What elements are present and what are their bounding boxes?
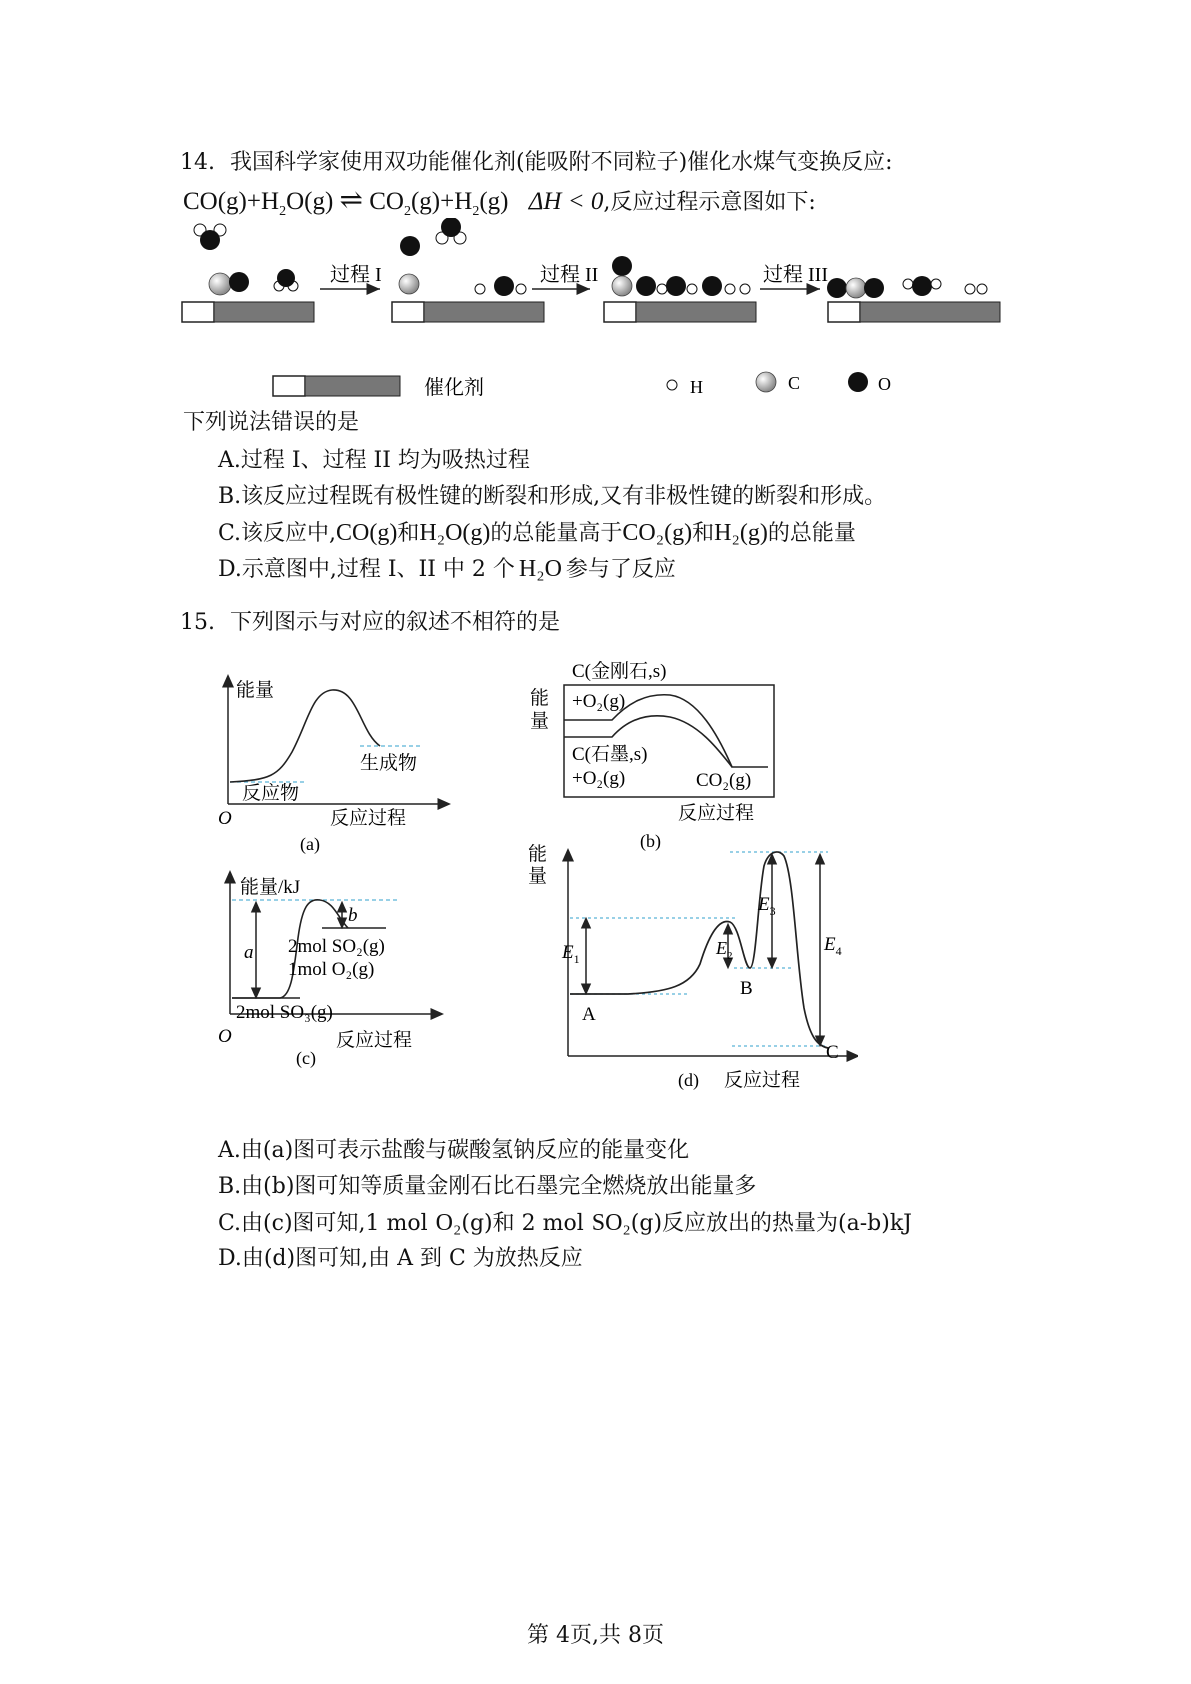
legend-catalyst-label: 催化剂 [424,377,484,399]
eq-h2: H [454,188,473,215]
fig-a-reactant-label: 反应物 [242,783,300,804]
q14-c-mid2: 的总能量高于 [490,521,623,546]
fig-d-point-b: B [740,978,753,999]
q15-c-end: (g)反应放出的热量为(a-b)kJ [630,1211,912,1236]
fig-a-caption: (a) [300,834,320,854]
q14-stem [180,148,893,178]
fig-d-curve [570,852,828,1048]
fig-a-curve [230,690,380,782]
q15-c-mid: (g)和 2 mol [461,1211,584,1236]
legend-o-icon [848,372,868,392]
eq-after: ,反应过程示意图如下: [603,190,816,215]
legend-o-label: O [878,374,891,394]
process1-label: 过程 I [330,264,382,286]
q14-option-a: A.过程 I、过程 II 均为吸热过程 [218,448,530,473]
q14-stem-text: 我国科学家使用双功能催化剂(能吸附不同粒子)催化水煤气变换反应: [230,150,893,175]
fig-d-caption: (d) [678,1070,699,1090]
fig-b-caption: (b) [640,831,661,851]
fig-d-xlabel: 反应过程 [724,1070,801,1091]
fig-d-point-a: A [582,1004,596,1025]
eq-co2-sub: 2 [403,204,411,219]
fig-c-caption: (c) [296,1048,316,1068]
fig-b-top-label: C(金刚石,s) [572,661,667,682]
stage2-molecules [399,218,526,296]
fig-d-e1: $E_1$ [562,942,580,966]
q14-c-end: 的总能量 [767,521,856,546]
fig-c-ylabel: 能量/kJ [240,877,301,898]
q15-option-a: A.由(a)图可表示盐酸与碳酸氢钠反应的能量变化 [218,1138,690,1163]
fig-d-e4: $E_4$ [824,934,842,958]
q14-d-h2o: H₂O [518,556,562,582]
fig-c-a: a [244,942,254,963]
q15-c-o2: O₂ [435,1210,462,1236]
process3-label: 过程 III [763,264,828,286]
q14-d-pre: D.示意图中,过程 I、II 中 2 个 [218,557,515,582]
eq-h2o-tail: O(g) [286,188,334,215]
q15-number: 15. [180,610,215,635]
q15-option-c [218,1208,912,1239]
stage3-molecules [612,256,750,296]
q14-c-mid1: 和 [397,521,420,546]
q15-option-d: D.由(d)图可知,由 A 到 C 为放热反应 [218,1246,583,1271]
q14-c-co: CO(g) [336,520,398,546]
fig-b-ylabel-1: 能 [530,688,550,709]
eq-h2o-sub: 2 [279,204,287,219]
eq-co: CO(g) [183,188,247,215]
q14-c-mid3: 和 [692,521,715,546]
q15-stem [180,608,560,638]
fig-c-so3: 2mol SO₃(g) [236,1002,333,1023]
eq-dh: ΔH < 0 [528,188,604,215]
eq-h2-sub: 2 [472,204,480,219]
stage1-catalyst [182,302,314,322]
fig-d [528,838,858,1094]
legend-c-icon [756,372,776,392]
q14-option-c [218,518,856,549]
fig-d-point-c: C [826,1042,839,1063]
fig-a-origin: O [218,808,232,829]
q15-c-so2: SO₂ [591,1210,631,1236]
eq-h2o: H [261,188,280,215]
fig-a-ylabel: 能量 [236,680,275,701]
q14-c-pre: C.该反应中, [218,521,337,546]
fig-c-b: b [348,905,358,926]
process2-label: 过程 II [540,264,599,286]
fig-c [210,868,450,1068]
stage3-catalyst [604,302,756,322]
fig-a [210,672,460,862]
fig-b-o2-bottom: +O₂(g) [572,768,626,789]
q14-number: 14. [180,150,215,175]
fig-b-ylabel-2: 量 [530,711,550,732]
fig-d-e2: $E_2$ [716,938,733,962]
q14-equation [183,183,816,220]
fig-b-graphite: C(石墨,s) [572,744,648,765]
q14-c-co2: CO₂(g) [622,520,693,546]
q14-prompt: 下列说法错误的是 [183,410,360,435]
fig-c-xlabel: 反应过程 [336,1030,413,1051]
eq-plus2: + [440,188,455,215]
q15-option-b: B.由(b)图可知等质量金刚石比石墨完全燃烧放出能量多 [218,1174,757,1199]
legend-h-icon [667,380,677,390]
fig-a-product-label: 生成物 [360,753,418,774]
fig-d-ylabel-2: 量 [528,866,548,887]
q15-stem-text: 下列图示与对应的叙述不相符的是 [230,610,561,635]
fig-a-xlabel: 反应过程 [330,808,407,829]
eq-co2-tail: (g) [410,188,441,215]
fig-b-xlabel: 反应过程 [678,803,755,824]
fig-d-e3: $E_3$ [758,894,776,918]
q15-c-pre: C.由(c)图可知,1 mol [218,1211,428,1236]
stage1-molecules [194,224,298,295]
q14-process-diagram [170,218,1030,403]
eq-arrow: ⇌ [339,185,363,216]
legend-catalyst [273,376,400,396]
stage4-catalyst [828,302,1000,322]
eq-h2-tail: (g) [479,188,509,215]
q14-option-b: B.该反应过程既有极性键的断裂和形成,又有非极性键的断裂和形成。 [218,484,887,509]
fig-b [528,655,788,855]
q14-d-end: 参与了反应 [565,557,676,582]
legend-c-label: C [788,373,801,393]
q14-option-d [218,554,676,585]
legend-h-label: H [690,377,703,397]
fig-d-ylabel-1: 能 [528,844,548,865]
stage2-catalyst [392,302,544,322]
stage4-molecules [827,276,987,298]
q14-c-h2: H₂(g) [714,520,768,546]
q14-c-h2o: H₂O(g) [419,520,491,546]
eq-plus: + [246,188,261,215]
fig-b-o2-top: +O₂(g) [572,691,626,712]
eq-co2: CO [369,188,404,215]
fig-c-origin: O [218,1026,232,1047]
fig-c-so2: 2mol SO₂(g) [288,936,385,957]
fig-c-o2: 1mol O₂(g) [288,959,375,980]
fig-b-co2: CO₂(g) [696,770,752,791]
page-footer: 第 4页,共 8页 [527,1623,664,1648]
